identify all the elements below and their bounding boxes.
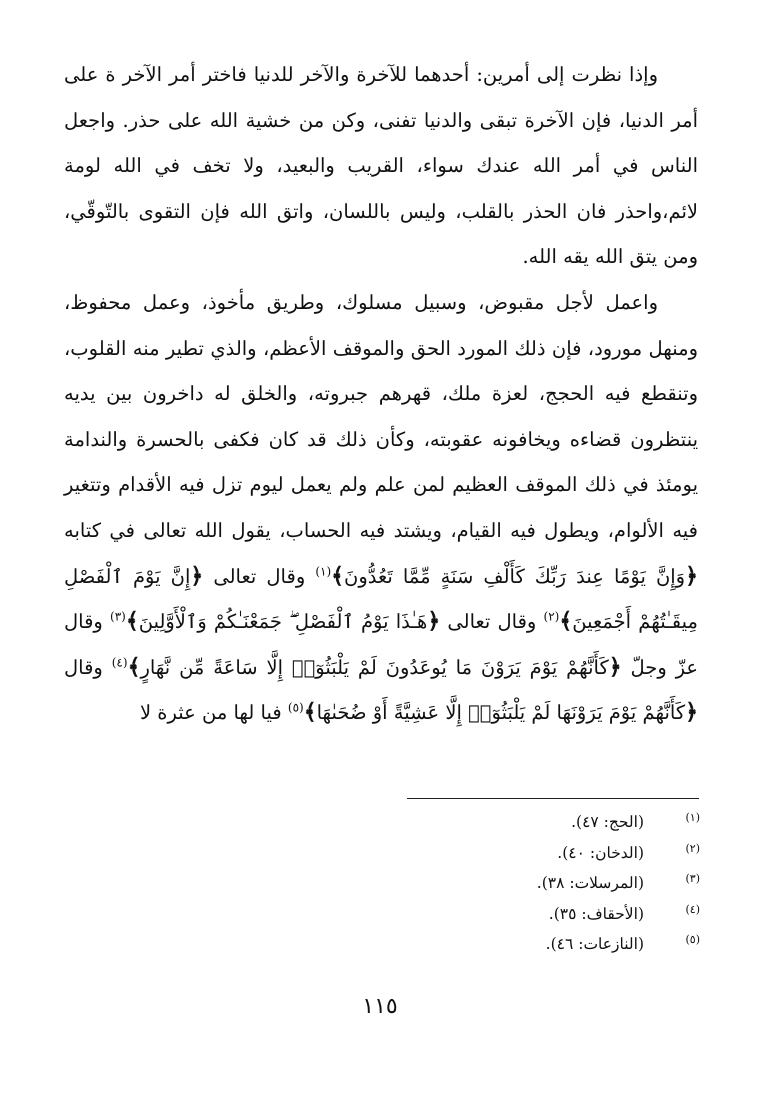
footnote-text: (المرسلات: ٣٨). <box>536 874 644 892</box>
quran-verse-5: كَأَنَّهُمْ يَوْمَ يَرَوْنَهَا لَمْ يَلْبَثُوٓا۟ إِلَّا عَشِيَّةً أَوْ ضُحَىٰهَا <box>316 701 686 725</box>
footnote-item <box>360 930 700 961</box>
quran-bracket-close: ﴾ <box>303 699 317 726</box>
paragraph-1 <box>64 52 698 280</box>
footnote-text: (الأحقاف: ٣٥). <box>548 904 644 923</box>
footnote-number: (٥) <box>685 933 700 946</box>
footnote-ref-5[interactable]: (٥) <box>287 700 304 715</box>
connector-2: وقال تعالى <box>447 610 537 634</box>
connector-1: وقال تعالى <box>213 564 306 588</box>
connector-4: وقال <box>64 655 103 679</box>
footnote-item <box>360 808 700 839</box>
footnote-number: (٢) <box>685 841 700 855</box>
quran-bracket-close: ﴾ <box>559 608 573 635</box>
footnote-text: (النازعات: ٤٦). <box>545 935 644 953</box>
paragraph-1-text: وإذا نظرت إلى أمرين: أحدهما للآخرة والآخر للدنيا فاختر أمر الآخر ة على أمر الدنيا، فإن الآخرة تبقى والدنيا تفنى، وكن من خشية الله على حذر. واجعل الناس في أمر الله عندك سواء، القريب والبعيد، ولا تخف في الله لومة لائم،واحذر فان الحذر بالقلب، وليس باللسان، واتق الله فإن التقوى بالتّوقّي، ومن يتق الله يقه الله. <box>64 63 698 269</box>
footnote-text: (الدخان: ٤٠). <box>557 843 644 862</box>
quran-bracket-open: ﴿ <box>685 699 698 726</box>
page-number: ١١٥ <box>362 994 398 1019</box>
paragraph-2-tail: فيا لها من عثرة لا <box>139 701 282 725</box>
footnote-number: (١) <box>685 811 700 824</box>
footnote-text: (الحج: ٤٧). <box>571 813 644 831</box>
footnote-divider <box>407 798 699 799</box>
footnote-item <box>360 900 700 931</box>
quran-bracket-open: ﴿ <box>685 562 698 589</box>
paragraph-2 <box>64 280 698 736</box>
footnote-ref-3[interactable]: (٣) <box>110 609 126 624</box>
paragraph-2-text: واعمل لأجل مقبوض، وسبيل مسلوك، وطريق مأخوذ، وعمل محفوظ، ومنهل مورود، فإن ذلك المورد الحق والموقف الأعظم، والذي تطير منه القلوب، وتنقطع فيه الحجج، لعزة ملك، قهرهم جبروته، والخلق له داخرون بين يديه ينتظرون قضاءه ويخافونه عقوبته، وكأن ذلك قد كان فكفى بالحسرة والندامة يومئذ في ذلك الموقف العظيم لمن علم ولم يعمل ليوم تزل فيه الأقدام وتتغير فيه الألوام، ويطول فيه القيام، ويشتد فيه الحساب، يقول الله تعالى في كتابه <box>64 290 698 542</box>
quran-bracket-open: ﴿ <box>608 653 622 680</box>
connector-3: وقال عزّ وجلّ <box>64 610 698 679</box>
quran-bracket-close: ﴾ <box>127 653 141 680</box>
quran-verse-4: كَأَنَّهُمْ يَوْمَ يَرَوْنَ مَا يُوعَدُونَ لَمْ يَلْبَثُوٓا۟ إِلَّا سَاعَةً مِّن نَّهَارٍ <box>140 655 609 679</box>
footnote-number: (٤) <box>685 902 700 916</box>
quran-bracket-close: ﴾ <box>331 562 345 589</box>
quran-verse-1: وَإِنَّ يَوْمًا عِندَ رَبِّكَ كَأَلْفِ سَنَةٍ مِّمَّا تَعُدُّونَ <box>344 564 686 588</box>
footnote-ref-2[interactable]: (٢) <box>543 609 560 624</box>
quran-verse-3: هَـٰذَا يَوْمُ ٱلْفَصْلِ ۖ جَمَعْنَـٰكُمْ وَٱلْأَوَّلِينَ <box>138 610 428 634</box>
footnote-item <box>360 869 700 900</box>
quran-bracket-open: ﴿ <box>190 562 204 589</box>
quran-bracket-close: ﴾ <box>125 608 139 635</box>
footnote-ref-1[interactable]: (١) <box>315 564 332 579</box>
footnote-number: (٣) <box>685 872 700 885</box>
footnote-item <box>360 839 700 870</box>
quran-verse-2: إِنَّ يَوْمَ ٱلْفَصْلِ مِيقَـٰتُهُمْ أَجْمَعِينَ <box>64 564 698 634</box>
footnotes <box>360 808 700 961</box>
footnote-ref-4[interactable]: (٤) <box>111 655 128 670</box>
quran-bracket-open: ﴿ <box>427 608 441 635</box>
main-text <box>64 52 698 736</box>
